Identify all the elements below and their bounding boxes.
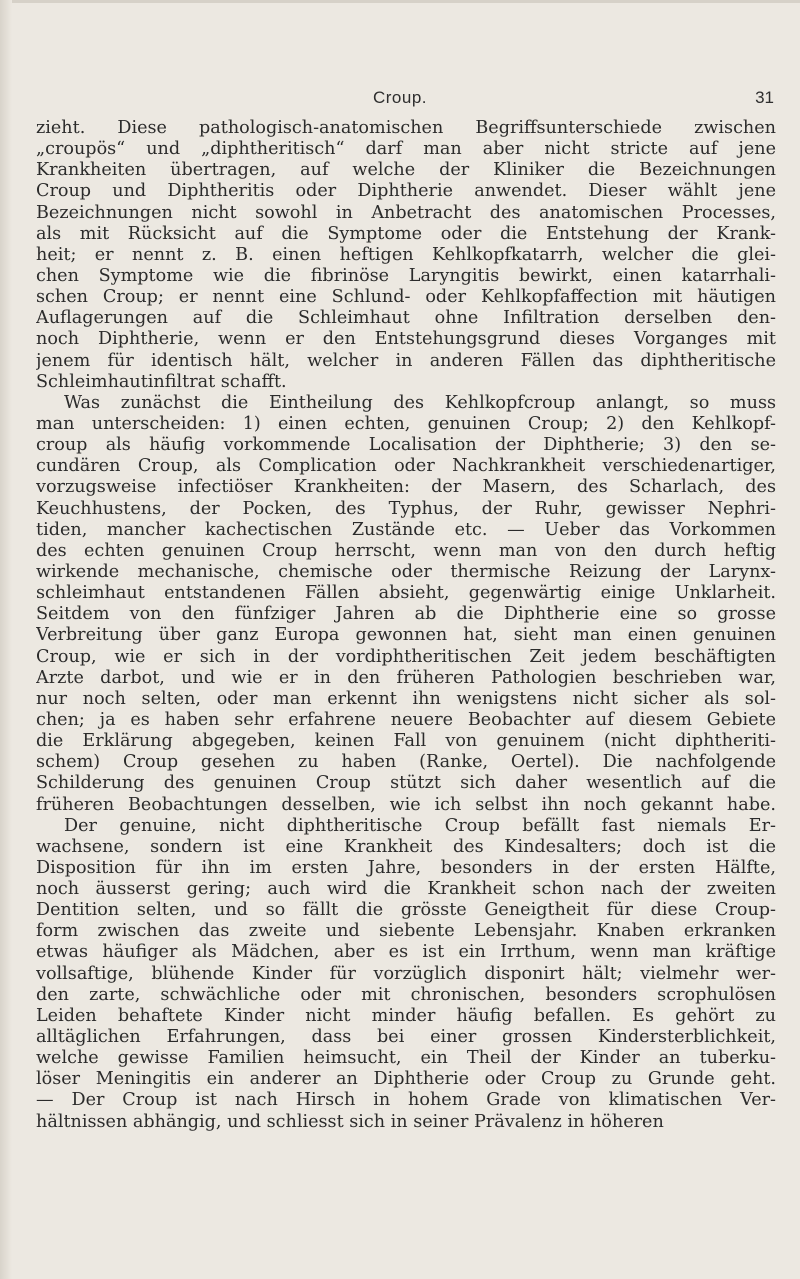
text-line: form zwischen das zweite und siebente Lebensjahr. Knaben erkranken — [36, 921, 776, 942]
text-line: man unterscheiden: 1) einen echten, genuinen Croup; 2) den Kehlkopf- — [36, 413, 776, 434]
text-line: Verbreitung über ganz Europa gewonnen hat, sieht man einen genuinen — [36, 625, 776, 646]
page-binding-edge — [0, 0, 12, 1279]
text-line: nur noch selten, oder man erkennt ihn wenigstens nicht sicher als sol- — [36, 688, 776, 709]
text-line: Arzte darbot, und wie er in den früheren Pathologien beschrieben war, — [36, 667, 776, 688]
text-line: — Der Croup ist nach Hirsch in hohem Grade von klimatischen Ver- — [36, 1090, 776, 1111]
text-line: Seitdem von den fünfziger Jahren ab die Diphtherie eine so grosse — [36, 604, 776, 625]
text-line: heit; er nennt z. B. einen heftigen Kehlkopfkatarrh, welcher die glei- — [36, 244, 776, 265]
body-text — [36, 118, 776, 1133]
text-line: vollsaftige, blühende Kinder für vorzüglich disponirt hält; vielmehr wer- — [36, 963, 776, 984]
text-line: löser Meningitis ein anderer an Diphtherie oder Croup zu Grunde geht. — [36, 1069, 776, 1090]
text-line: Keuchhustens, der Pocken, des Typhus, der Ruhr, gewisser Nephri- — [36, 498, 776, 519]
text-line: welche gewisse Familien heimsucht, ein Theil der Kinder an tuberku- — [36, 1048, 776, 1069]
text-line: schem) Croup gesehen zu haben (Ranke, Oertel). Die nachfolgende — [36, 752, 776, 773]
text-line: Bezeichnungen nicht sowohl in Anbetracht des anatomischen Processes, — [36, 202, 776, 223]
text-line: Dentition selten, und so fällt die grösste Geneigtheit für diese Croup- — [36, 900, 776, 921]
text-line: etwas häufiger als Mädchen, aber es ist ein Irrthum, wenn man kräftige — [36, 942, 776, 963]
running-title: Croup. — [372, 88, 428, 107]
text-line: Auflagerungen auf die Schleimhaut ohne Infiltration derselben den- — [36, 308, 776, 329]
text-line: „croupös“ und „diphtheritisch“ darf man aber nicht stricte auf jene — [36, 139, 776, 160]
text-line: cundären Croup, als Complication oder Nachkrankheit verschiedenartiger, — [36, 456, 776, 477]
text-line: wirkende mechanische, chemische oder thermische Reizung der Larynx- — [36, 561, 776, 582]
text-line: chen Symptome wie die fibrinöse Laryngitis bewirkt, einen katarrhali- — [36, 265, 776, 286]
text-line: Was zunächst die Eintheilung des Kehlkopfcroup anlangt, so muss — [64, 392, 776, 413]
text-line: noch äusserst gering; auch wird die Krankheit schon nach der zweiten — [36, 879, 776, 900]
text-line: noch Diphtherie, wenn er den Entstehungsgrund dieses Vorganges mit — [36, 329, 776, 350]
page-number: 31 — [755, 88, 774, 107]
text-line: Croup und Diphtheritis oder Diphtherie anwendet. Dieser wählt jene — [36, 181, 776, 202]
text-line: den zarte, schwächliche oder mit chronischen, besonders scrophulösen — [36, 984, 776, 1005]
text-line: vorzugsweise infectiöser Krankheiten: der Masern, des Scharlach, des — [36, 477, 776, 498]
text-line: hältnissen abhängig, und schliesst sich in seiner Prävalenz in höheren — [36, 1111, 664, 1132]
text-line: des echten genuinen Croup herrscht, wenn man von den durch heftig — [36, 540, 776, 561]
text-line: croup als häufig vorkommende Localisation der Diphtherie; 3) den se- — [36, 435, 776, 456]
text-line: jenem für identisch hält, welcher in anderen Fällen das diphtheritische — [36, 350, 776, 371]
text-line: die Erklärung abgegeben, keinen Fall von genuinem (nicht diphtheriti- — [36, 731, 776, 752]
text-line: Disposition für ihn im ersten Jahre, besonders in der ersten Hälfte, — [36, 857, 776, 878]
page-top-rule — [0, 0, 800, 3]
text-line: Krankheiten übertragen, auf welche der Kliniker die Bezeichnungen — [36, 160, 776, 181]
text-line: alltäglichen Erfahrungen, dass bei einer grossen Kindersterblichkeit, — [36, 1027, 776, 1048]
text-line: früheren Beobachtungen desselben, wie ich selbst ihn noch gekannt habe. — [36, 794, 776, 815]
text-line: zieht. Diese pathologisch-anatomischen Begriffsunterschiede zwischen — [36, 118, 776, 138]
page-header — [0, 88, 800, 112]
text-line: Croup, wie er sich in der vordiphtheritischen Zeit jedem beschäftigten — [36, 646, 776, 667]
text-line: Der genuine, nicht diphtheritische Croup befällt fast niemals Er- — [64, 815, 776, 836]
text-line: chen; ja es haben sehr erfahrene neuere Beobachter auf diesem Gebiete — [36, 709, 776, 730]
text-line: schen Croup; er nennt eine Schlund- oder Kehlkopfaffection mit häutigen — [36, 287, 776, 308]
text-line: schleimhaut entstandenen Fällen absieht, gegenwärtig einige Unklarheit. — [36, 583, 776, 604]
text-line: Leiden behaftete Kinder nicht minder häufig befallen. Es gehört zu — [36, 1005, 776, 1026]
text-line: tiden, mancher kachectischen Zustände etc. — Ueber das Vorkommen — [36, 519, 776, 540]
text-line: Schilderung des genuinen Croup stützt sich daher wesentlich auf die — [36, 773, 776, 794]
text-line: wachsene, sondern ist eine Krankheit des Kindesalters; doch ist die — [36, 836, 776, 857]
text-line: Schleimhautinfiltrat schafft. — [36, 371, 287, 392]
text-line: als mit Rücksicht auf die Symptome oder die Entstehung der Krank- — [36, 223, 776, 244]
